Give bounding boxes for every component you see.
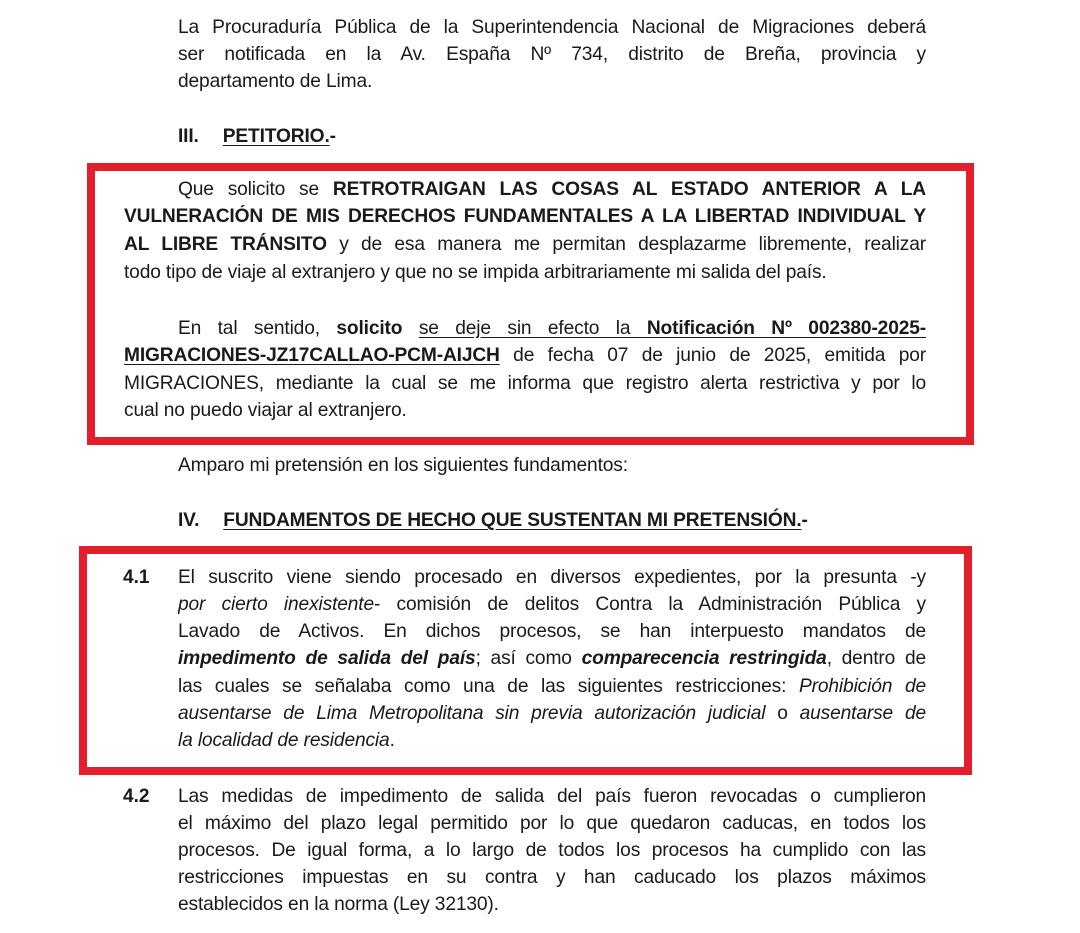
paragraph-line: establecidos en la norma (Ley 32130). (178, 894, 499, 915)
text-run (402, 318, 418, 339)
bold-text: AL LIBRE TRÁNSITO (124, 234, 327, 255)
bold-text: RETROTRAIGAN LAS COSAS AL ESTADO ANTERIOR A LA (332, 179, 926, 200)
paragraph-line (124, 233, 926, 257)
paragraph-line: El suscrito viene siendo procesado en diversos expedientes, por la presunta -y (178, 567, 926, 588)
intro-line: ser notificada en la Av. España Nº 734, distrito de Breña, provincia y (178, 44, 926, 65)
intro-line: departamento de Lima. (178, 71, 373, 92)
italic-text: ausentarse de (799, 703, 926, 724)
paragraph-line (178, 178, 926, 202)
paragraph-line (178, 317, 926, 341)
section-title: PETITORIO. (222, 126, 330, 147)
section-suffix: - (329, 126, 336, 147)
section-numeral: III. (178, 126, 199, 147)
paragraph-line (178, 729, 395, 753)
italic-text: por cierto inexistente (178, 594, 374, 615)
paragraph-line: el máximo del plazo legal permitido por lo que quedaron caducas, en todos los (178, 813, 926, 834)
notification-reference: Notificación Nº 002380-2025- (646, 318, 926, 339)
text-run: ; así como (475, 648, 582, 669)
paragraph-line: MIGRACIONES, mediante la cual se me informa que registro alerta restrictiva y por lo (124, 373, 926, 394)
paragraph-line: todo tipo de viaje al extranjero y que no se impida arbitrariamente mi salida del país. (124, 262, 827, 283)
text-run: las cuales se señalaba como una de las siguientes restricciones: (178, 676, 799, 697)
paragraph-line: Lavado de Activos. En dichos procesos, se han interpuesto mandatos de (178, 621, 926, 642)
text-run: o (765, 703, 800, 724)
underlined-text: se deje sin efecto la (418, 318, 647, 339)
section-heading-fundamentos (178, 509, 808, 533)
paragraph-line: restricciones impuestas en su contra y han caducado los plazos máximos (178, 867, 926, 888)
paragraph-line: procesos. De igual forma, a lo largo de todos los procesos ha cumplido con las (178, 840, 926, 861)
paragraph-line (124, 344, 926, 368)
text-run: y de esa manera me permitan desplazarme libremente, realizar (326, 234, 926, 255)
bold-text: solicito (336, 318, 403, 339)
italic-text: la localidad de residencia (178, 730, 390, 751)
item-number: 4.1 (123, 567, 150, 588)
section-heading-petitorio (178, 125, 336, 149)
paragraph-line: Las medidas de impedimento de salida del país fueron revocadas o cumplieron (178, 786, 926, 807)
text-run: . (389, 730, 395, 751)
text-run: Que solicito se (178, 179, 333, 200)
amparo-line: Amparo mi pretensión en los siguientes fundamentos: (178, 455, 628, 476)
notification-reference: MIGRACIONES-JZ17CALLAO-PCM-AIJCH (124, 345, 500, 366)
section-title: FUNDAMENTOS DE HECHO QUE SUSTENTAN MI PRETENSIÓN. (223, 510, 802, 531)
italic-text: ausentarse de Lima Metropolitana sin previa autorización judicial (178, 703, 766, 724)
paragraph-line (178, 702, 926, 726)
text-run: - comisión de delitos Contra la Administración Pública y (374, 594, 926, 615)
text-run: de fecha 07 de junio de 2025, emitida por (499, 345, 926, 366)
paragraph-line (178, 593, 926, 617)
bold-italic-text: comparecencia restringida (581, 648, 827, 669)
bold-italic-text: impedimento de salida del país (178, 648, 476, 669)
paragraph-line (178, 647, 926, 671)
text-run: , dentro de (826, 648, 926, 669)
text-run: En tal sentido, (178, 318, 337, 339)
paragraph-line (178, 675, 926, 699)
item-number: 4.2 (123, 786, 150, 807)
section-suffix: - (801, 510, 808, 531)
italic-text: Prohibición de (799, 676, 926, 697)
section-numeral: IV. (178, 510, 200, 531)
intro-line: La Procuraduría Pública de la Superintendencia Nacional de Migraciones deberá (178, 17, 926, 38)
paragraph-line: VULNERACIÓN DE MIS DERECHOS FUNDAMENTALES A LA LIBERTAD INDIVIDUAL Y (124, 206, 926, 227)
paragraph-line: cual no puedo viajar al extranjero. (124, 400, 407, 421)
